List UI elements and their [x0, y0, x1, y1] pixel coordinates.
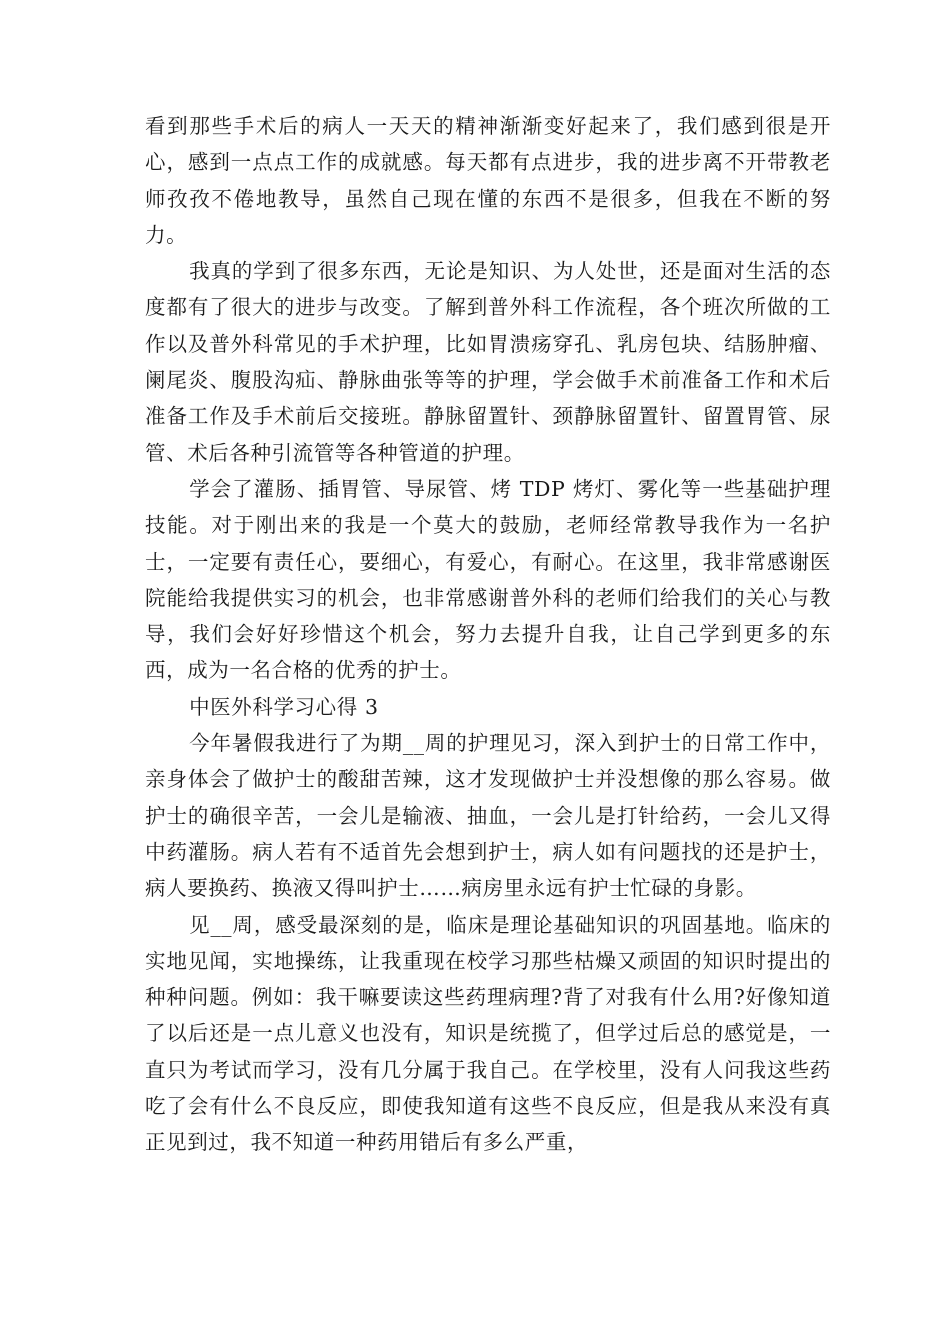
- paragraph: 今年暑假我进行了为期__周的护理见习，深入到护士的日常工作中，亲身体会了做护士的酸甜苦辣，这才发现做护士并没想像的那么容易。做护士的确很辛苦，一会儿是输液、抽血，一会儿是打针给药，一会儿又得中药灌肠。病人若有不适首先会想到护士，病人如有问题找的还是护士，病人要换药、换液又得叫护士……病房里永远有护士忙碌的身影。: [145, 731, 831, 901]
- document-body: [145, 108, 831, 1161]
- paragraph: 看到那些手术后的病人一天天的精神渐渐变好起来了，我们感到很是开心，感到一点点工作的成就感。每天都有点进步，我的进步离不开带教老师孜孜不倦地教导，虽然自己现在懂的东西不是很多，但我在不断的努力。: [145, 114, 831, 247]
- paragraph: 我真的学到了很多东西，无论是知识、为人处世，还是面对生活的态度都有了很大的进步与改变。了解到普外科工作流程，各个班次所做的工作以及普外科常见的手术护理，比如胃溃疡穿孔、乳房包块、结肠肿瘤、阑尾炎、腹股沟疝、静脉曲张等等的护理，学会做手术前准备工作和术后准备工作及手术前后交接班。静脉留置针、颈静脉留置针、留置胃管、尿管、术后各种引流管等各种管道的护理。: [145, 259, 831, 465]
- paragraph: 见__周，感受最深刻的是，临床是理论基础知识的巩固基地。临床的实地见闻，实地操练，让我重现在校学习那些枯燥又顽固的知识时提出的种种问题。例如：我干嘛要读这些药理病理?背了对我有什么用?好像知道了以后还是一点儿意义也没有，知识是统揽了，但学过后总的感觉是，一直只为考试而学习，没有几分属于我自己。在学校里，没有人问我这些药吃了会有什么不良反应，即使我知道有这些不良反应，但是我从来没有真正见到过，我不知道一种药用错后有多么严重，: [145, 912, 831, 1155]
- paragraph: 学会了灌肠、插胃管、导尿管、烤 TDP 烤灯、雾化等一些基础护理技能。对于刚出来的我是一个莫大的鼓励，老师经常教导我作为一名护士，一定要有责任心，要细心，有爱心，有耐心。在这里，我非常感谢医院能给我提供实习的机会，也非常感谢普外科的老师们给我们的关心与教导，我们会好好珍惜这个机会，努力去提升自我，让自己学到更多的东西，成为一名合格的优秀的护士。: [145, 476, 831, 683]
- section-heading: 中医外科学习心得 3: [189, 694, 379, 719]
